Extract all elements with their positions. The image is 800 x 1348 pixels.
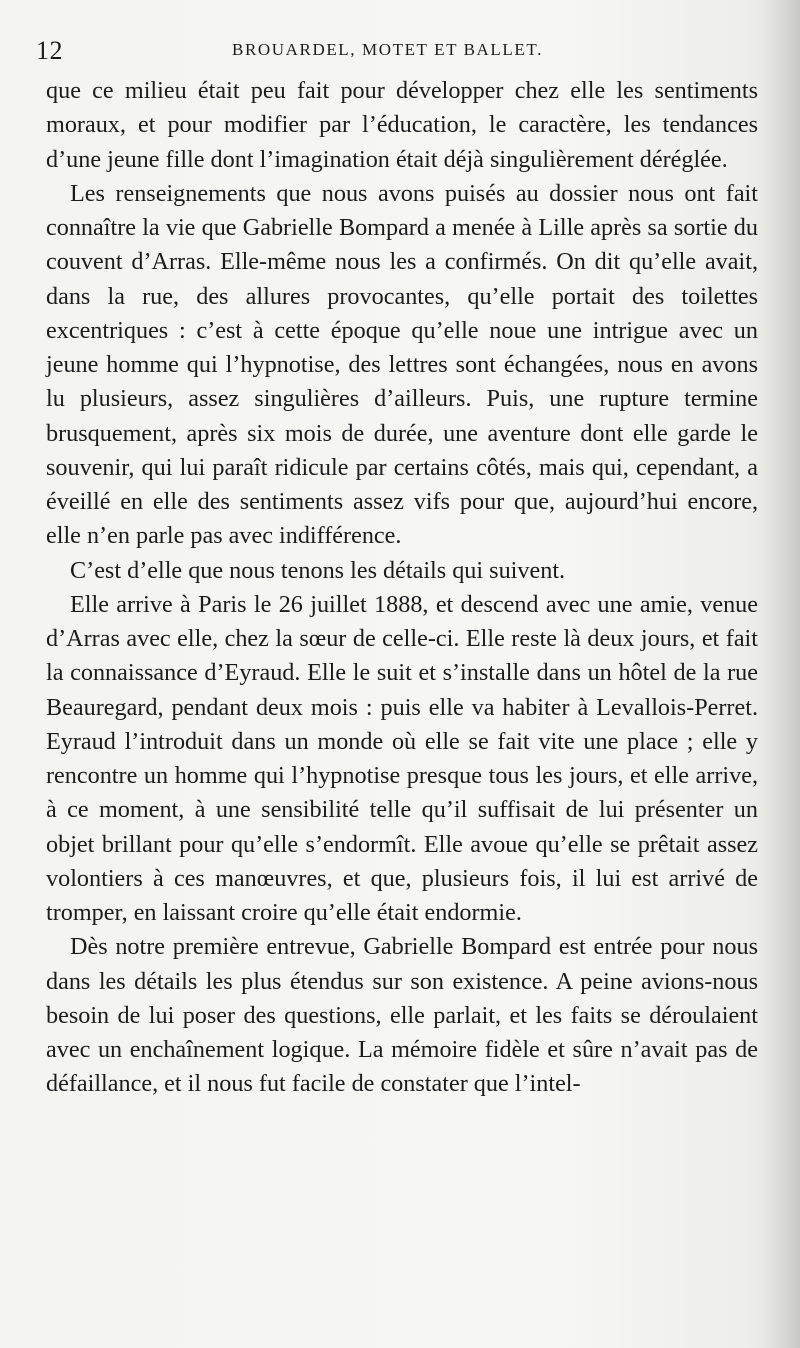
page-edge-shadow [758, 0, 800, 1348]
paragraph: Elle arrive à Paris le 26 juillet 1888, et descend avec une amie, venue d’Arras avec elle, chez la sœur de celle-ci. Elle reste là deux jours, et fait la connaissance d’Eyraud. Elle le suit et s’installe dans un hôtel de la rue Beauregard, pendant deux mois : puis elle va habiter à Levallois-Perret. Eyraud l’introduit dans un monde où elle se fait vite une place ; elle y rencontre un homme qui l’hypnotise presque tous les jours, et elle arrive, à ce moment, à une sensibilité telle qu’il suffisait de lui présenter un objet brillant pour qu’elle s’endormît. Elle avoue qu’elle se prêtait assez volontiers à ces manœuvres, et que, plusieurs fois, il lui est arrivé de tromper, en laissant croire qu’elle était endormie. [46, 590, 758, 926]
page-number: 12 [36, 36, 63, 65]
paragraph: Les renseignements que nous avons puisés au dossier nous ont fait connaître la vie que Gabrielle Bompard a menée à Lille après sa sortie du couvent d’Arras. Elle-même nous les a confirmés. On dit qu’elle avait, dans la rue, des allures provocantes, qu’elle portait des toilettes excentriques : c’est à cette époque qu’elle noue une intrigue avec un jeune homme qui l’hypnotise, des lettres sont échangées, nous en avons lu plusieurs, assez singulières d’ailleurs. Puis, une rupture termine brusquement, après six mois de durée, une aventure dont elle garde le souvenir, qui lui paraît ridicule par certains côtés, mais qui, cependant, a éveillé en elle des sentiments assez vifs pour que, aujourd’hui encore, elle n’en parle pas avec indifférence. [46, 179, 758, 550]
paragraph: Dès notre première entrevue, Gabrielle Bompard est entrée pour nous dans les détails les plus étendus sur son existence. A peine avions-nous besoin de lui poser des questions, elle parlait, et les faits se déroulaient avec un enchaînement logique. La mémoire fidèle et sûre n’avait pas de défaillance, et il nous fut facile de constater que l’intel- [46, 933, 758, 1098]
paragraph: C’est d’elle que nous tenons les détails qui suivent. [70, 556, 566, 584]
body-text [46, 74, 758, 1102]
running-head: BROUARDEL, MOTET ET BALLET. [232, 40, 543, 59]
paragraph: que ce milieu était peu fait pour développer chez elle les sentiments moraux, et pour modifier par l’éducation, le caractère, les tendances d’une jeune fille dont l’imagination était déjà singulièrement déréglée. [46, 77, 758, 173]
page-header [36, 36, 756, 68]
